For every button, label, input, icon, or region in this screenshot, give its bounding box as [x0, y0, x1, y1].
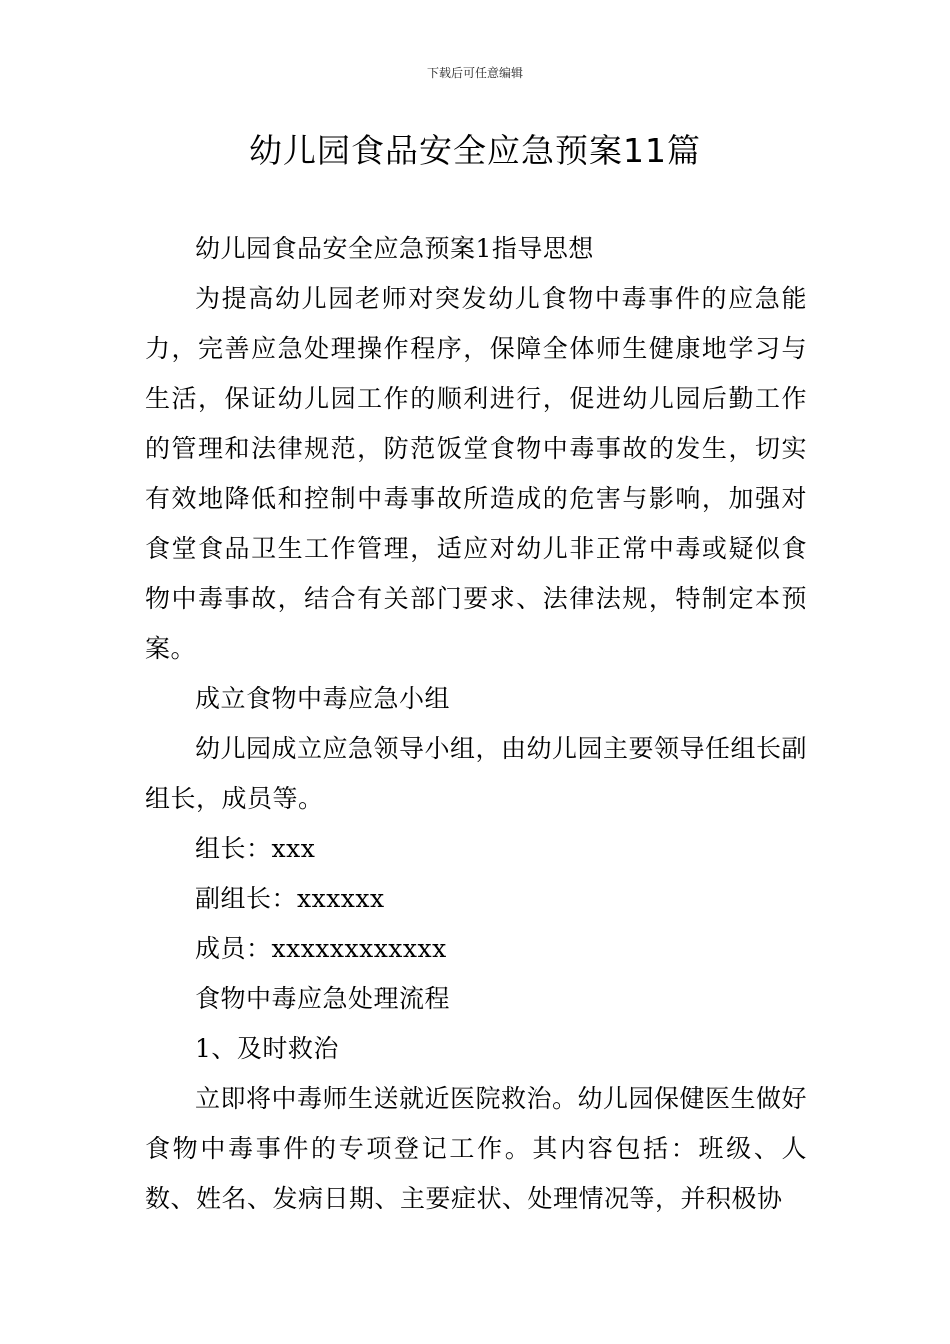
paragraph-6: 副组长：xxxxxx — [195, 884, 385, 913]
paragraph-1: 幼儿园食品安全应急预案1指导思想 — [195, 234, 594, 263]
paragraph-8: 食物中毒应急处理流程 — [195, 984, 451, 1013]
paragraph-4: 幼儿园成立应急领导小组，由幼儿园主要领导任组长副组长，成员等。 — [145, 734, 808, 813]
paragraph-3: 成立食物中毒应急小组 — [195, 684, 451, 713]
document-title: 幼儿园食品安全应急预案11篇 — [249, 131, 701, 170]
paragraph-2: 为提高幼儿园老师对突发幼儿食物中毒事件的应急能力，完善应急处理操作程序，保障全体师生健康地学习与生活，保证幼儿园工作的顺利进行，促进幼儿园后勤工作的管理和法律规范，防范饭堂食物中毒事故的发生，切实有效地降低和控制中毒事故所造成的危害与影响，加强对食堂食品卫生工作管理，适应对幼儿非正常中毒或疑似食物中毒事故，结合有关部门要求、法律法规，特制定本预案。 — [145, 284, 807, 663]
paragraph-7: 成员：xxxxxxxxxxxx — [195, 934, 447, 963]
paragraph-9: 1、及时救治 — [195, 1034, 339, 1063]
paragraph-5: 组长：xxx — [195, 834, 316, 863]
header-note: 下载后可任意编辑 — [426, 66, 523, 80]
document-body — [145, 224, 807, 1224]
paragraph-10: 立即将中毒师生送就近医院救治。幼儿园保健医生做好食物中毒事件的专项登记工作。其内容包括：班级、人数、姓名、发病日期、主要症状、处理情况等，并积极协 — [145, 1084, 808, 1213]
